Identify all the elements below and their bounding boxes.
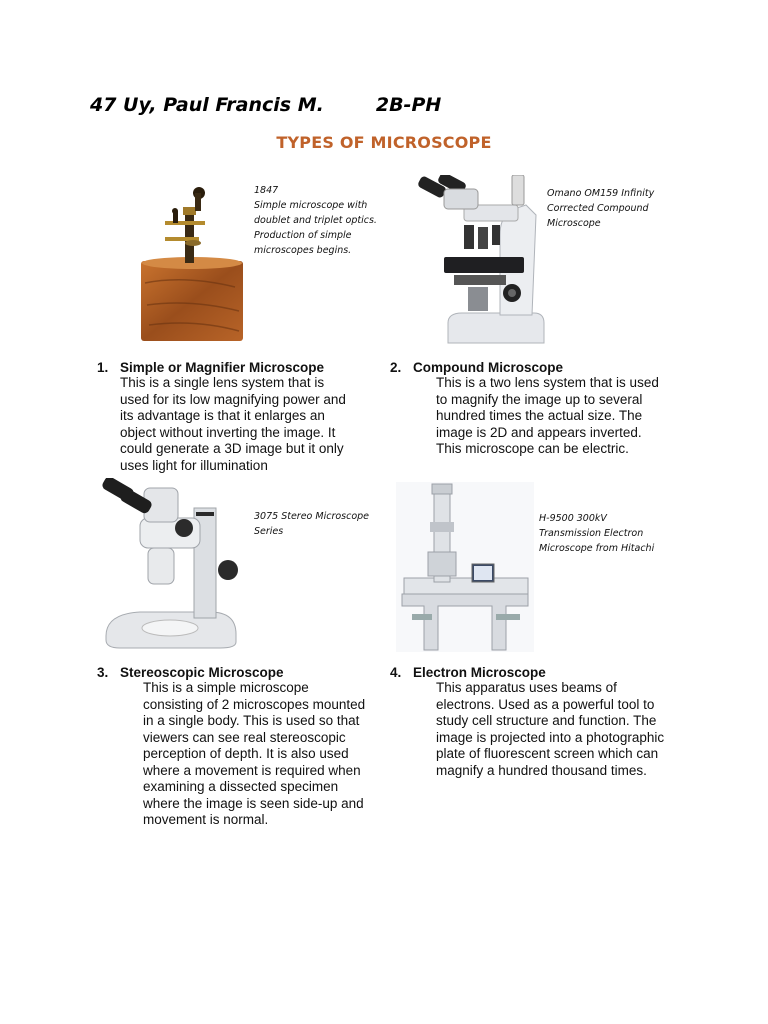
figure-caption-stereo (254, 509, 369, 539)
item-title: Electron Microscope (413, 665, 546, 680)
item-number: 1. (97, 360, 109, 375)
item-heading (97, 665, 387, 680)
list-item (97, 665, 387, 829)
page-title: TYPES OF MICROSCOPE (276, 133, 492, 152)
caption-line: doublet and triplet optics. (254, 215, 377, 226)
text-line: This apparatus uses beams of (436, 680, 617, 695)
item-heading (390, 360, 690, 375)
text-line: object without inverting the image. It (120, 424, 336, 440)
text-line: electrons. Used as a powerful tool to (436, 696, 655, 712)
item-title: Stereoscopic Microscope (120, 665, 284, 680)
text-line: plate of fluorescent screen which can (436, 746, 659, 761)
caption-line: Corrected Compound (547, 203, 649, 214)
text-line: where a movement is required when (143, 762, 361, 778)
figure-caption-simple (254, 183, 377, 258)
item-description (143, 680, 387, 829)
caption-line: 1847 (254, 185, 279, 196)
text-line: examining a dissected specimen (143, 779, 339, 794)
list-item (390, 360, 690, 458)
text-line: movement is normal. (143, 812, 269, 827)
simple-microscope-image (135, 183, 247, 343)
text-line: consisting of 2 microscopes mounted (143, 696, 366, 712)
compound-microscope-image (414, 175, 550, 345)
text-line: hundred times the actual size. The (436, 408, 643, 423)
item-heading (390, 665, 690, 680)
text-line: magnify a hundred thousand times. (436, 762, 647, 778)
caption-line: microscopes begins. (254, 245, 352, 256)
figure-caption-electron (539, 511, 654, 556)
item-description (436, 375, 690, 458)
class-code: 2B-PH (375, 94, 442, 116)
text-line: study cell structure and function. The (436, 713, 657, 728)
item-number: 3. (97, 665, 109, 680)
text-line: This is a single lens system that is (120, 375, 325, 390)
figure-caption-compound (547, 186, 654, 231)
caption-line: 3075 Stereo Microscope (254, 511, 370, 522)
caption-line: Production of simple (254, 230, 352, 241)
caption-line: H-9500 300kV (539, 513, 607, 524)
item-number: 2. (390, 360, 402, 375)
item-heading (97, 360, 387, 375)
text-line: where the image is seen side-up and (143, 795, 364, 811)
text-line: used for its low magnifying power and (120, 391, 346, 407)
caption-line: Transmission Electron (539, 528, 644, 539)
caption-line: Series (254, 526, 284, 537)
list-item (390, 665, 690, 779)
text-line: viewers can see real stereoscopic (143, 729, 346, 745)
text-line: in a single body. This is used so that (143, 713, 360, 728)
caption-line: Omano OM159 Infinity (547, 188, 655, 199)
text-line: could generate a 3D image but it only (120, 441, 344, 456)
text-line: This is a two lens system that is used (436, 375, 659, 390)
text-line: perception of depth. It is also used (143, 746, 349, 761)
text-line: This is a simple microscope (143, 680, 309, 695)
text-line: This microscope can be electric. (436, 441, 629, 456)
item-title: Simple or Magnifier Microscope (120, 360, 325, 375)
item-description (120, 375, 387, 474)
caption-line: Microscope (547, 218, 601, 229)
text-line: its advantage is that it enlarges an (120, 408, 325, 423)
item-number: 4. (390, 665, 402, 680)
caption-line: Simple microscope with (254, 200, 368, 211)
item-title: Compound Microscope (413, 360, 564, 375)
caption-line: Microscope from Hitachi (539, 543, 655, 554)
electron-microscope-image (396, 482, 534, 652)
stereo-microscope-image (100, 478, 242, 650)
student-header (90, 94, 441, 116)
item-description (436, 680, 690, 779)
author-name: 47 Uy, Paul Francis M. (90, 94, 324, 116)
text-line: uses light for illumination (120, 457, 268, 473)
text-line: to magnify the image up to several (436, 391, 643, 407)
text-line: image is projected into a photographic (436, 729, 665, 745)
list-item (97, 360, 387, 474)
text-line: image is 2D and appears inverted. (436, 424, 642, 440)
